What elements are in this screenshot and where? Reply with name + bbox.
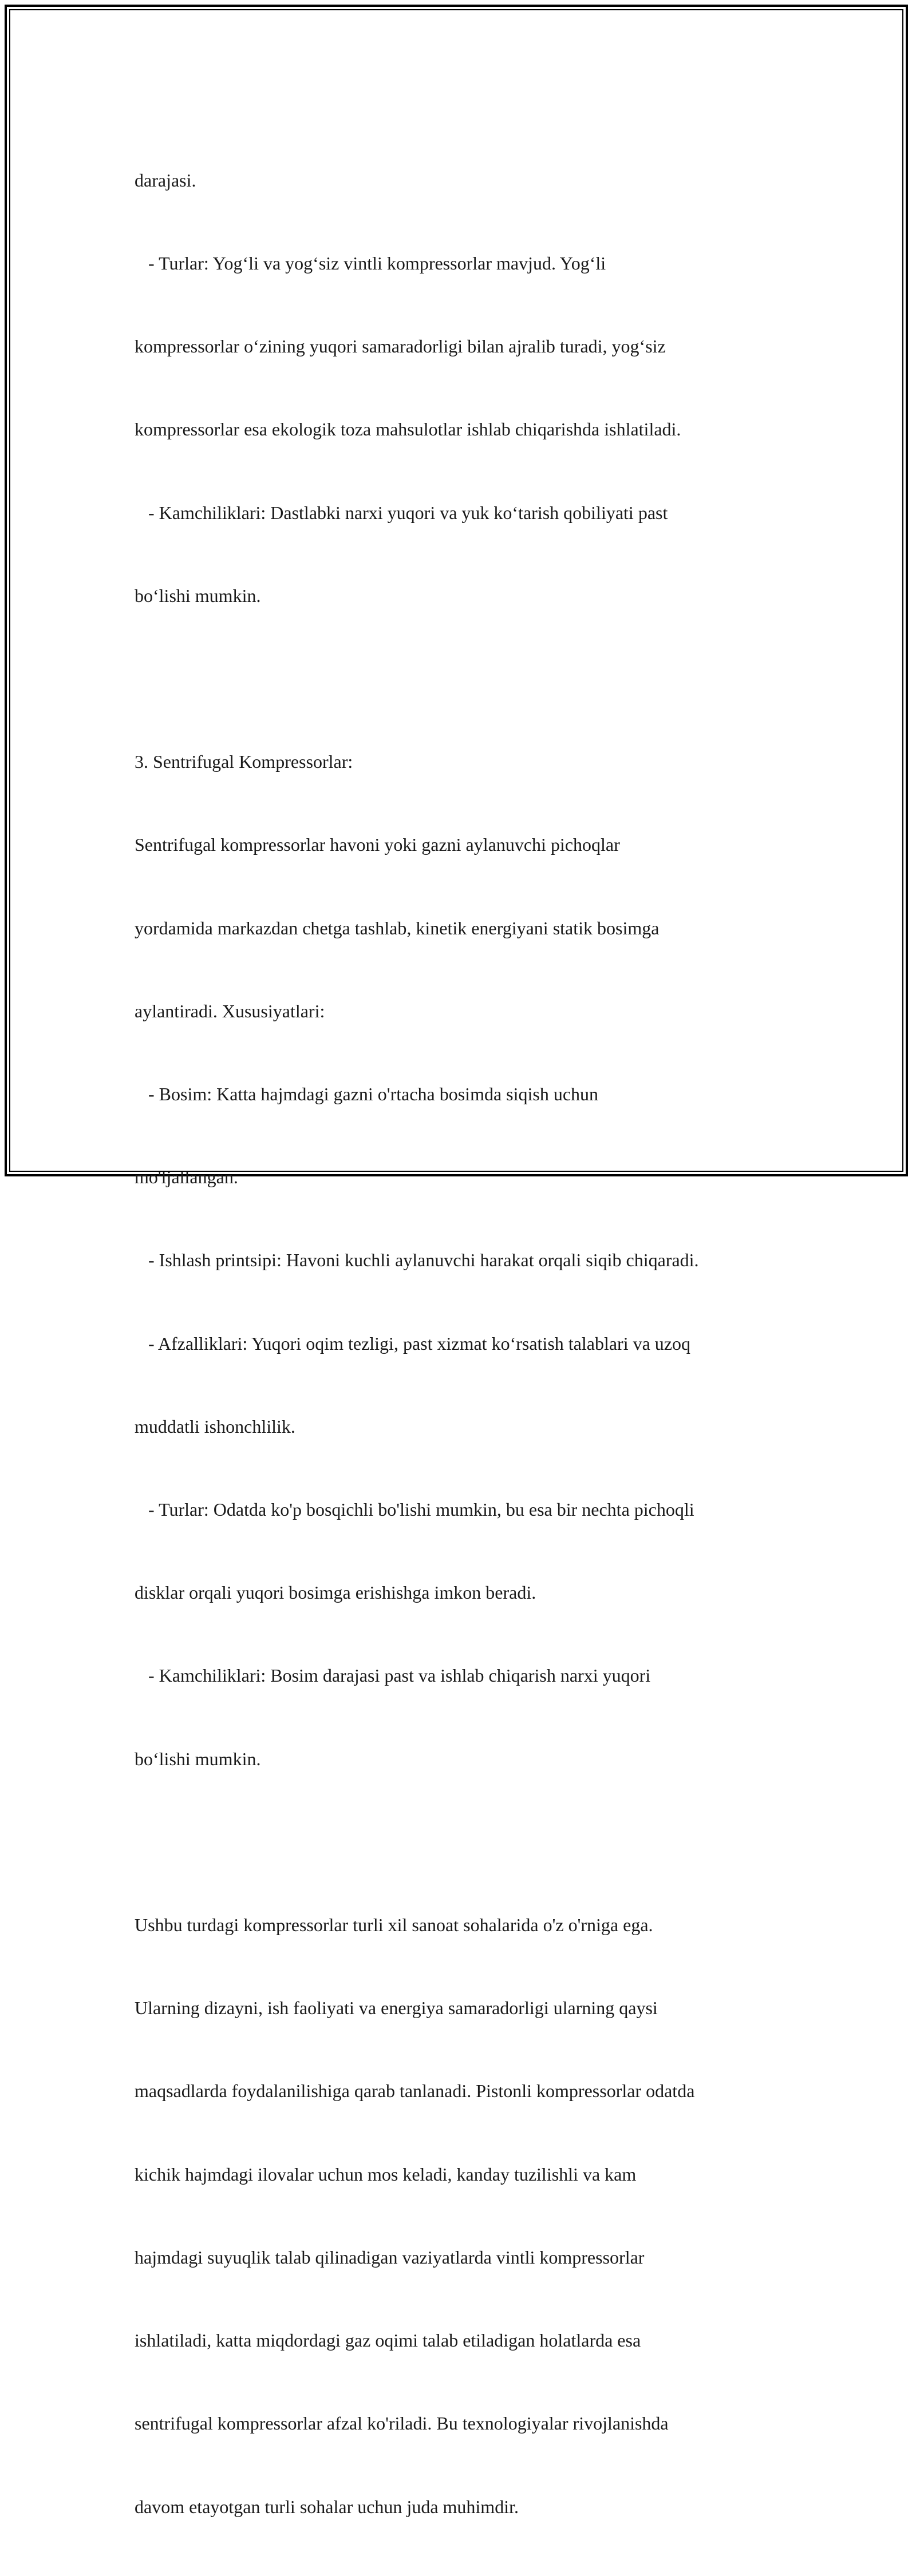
text-line: muddatli ishonchlilik. xyxy=(135,1416,295,1437)
text-line: ishlatiladi, katta miqdordagi gaz oqimi talab etiladigan holatlarda esa xyxy=(135,2330,641,2351)
text-line: - Bosim: Katta hajmdagi gazni o'rtacha bosimda siqish uchun xyxy=(135,1084,599,1105)
blank-line xyxy=(135,665,799,692)
text-line: - Afzalliklari: Yuqori oqim tezligi, past xizmat ko‘rsatish talablari va uzoq xyxy=(135,1333,690,1354)
text-line: maqsadlarda foydalanilishiga qarab tanlanadi. Pistonli kompressorlar odatda xyxy=(135,2080,695,2102)
text-line: - Kamchiliklari: Bosim darajasi past va ishlab chiqarish narxi yuqori xyxy=(135,1665,651,1686)
text-line: bo‘lishi mumkin. xyxy=(135,1748,261,1769)
text-line: Ushbu turdagi kompressorlar turli xil sanoat sohalarida o'z o'rniga ega. xyxy=(135,1915,653,1936)
text-line: hajmdagi suyuqlik talab qilinadigan vaziyatlarda vintli kompressorlar xyxy=(135,2246,645,2268)
text-line: disklar orqali yuqori bosimga erishishga imkon beradi. xyxy=(135,1582,536,1603)
text-line: Sentrifugal kompressorlar havoni yoki gazni aylanuvchi pichoqlar xyxy=(135,834,620,855)
text-line: kichik hajmdagi ilovalar uchun mos keladi, kanday tuzilishli va kam xyxy=(135,2163,637,2185)
text-line: sentrifugal kompressorlar afzal ko'riladi. Bu texnologiyalar rivojlanishda xyxy=(135,2413,669,2434)
text-line: darajasi. xyxy=(135,169,196,191)
text-line: - Kamchiliklari: Dastlabki narxi yuqori va yuk ko‘tarish qobiliyati past xyxy=(135,502,668,523)
text-line: Ularning dizayni, ish faoliyati va energiya samaradorligi ularning qaysi xyxy=(135,1998,658,2019)
document-body xyxy=(135,111,799,2576)
section-heading: 3. Sentrifugal Kompressorlar: xyxy=(135,751,353,772)
text-line: yordamida markazdan chetga tashlab, kinetik energiyani statik bosimga xyxy=(135,917,660,938)
text-line: kompressorlar esa ekologik toza mahsulotlar ishlab chiqarishda ishlatiladi. xyxy=(135,419,681,440)
text-line: - Ishlash printsipi: Havoni kuchli aylanuvchi harakat orqali siqib chiqaradi. xyxy=(135,1250,699,1271)
text-line: - Turlar: Odatda ko'p bosqichli bo'lishi mumkin, bu esa bir nechta pichoqli xyxy=(135,1499,694,1520)
blank-line xyxy=(135,1828,799,1856)
text-line: - Turlar: Yog‘li va yog‘siz vintli kompressorlar mavjud. Yog‘li xyxy=(135,253,606,274)
text-line: aylantiradi. Xususiyatlari: xyxy=(135,1000,325,1021)
text-line: mo'ljallangan. xyxy=(135,1167,238,1188)
text-line: bo‘lishi mumkin. xyxy=(135,585,261,606)
text-line: kompressorlar o‘zining yuqori samaradorligi bilan ajralib turadi, yog‘siz xyxy=(135,336,666,357)
page-frame xyxy=(5,5,908,2517)
text-line: davom etayotgan turli sohalar uchun juda muhimdir. xyxy=(135,2496,519,2517)
